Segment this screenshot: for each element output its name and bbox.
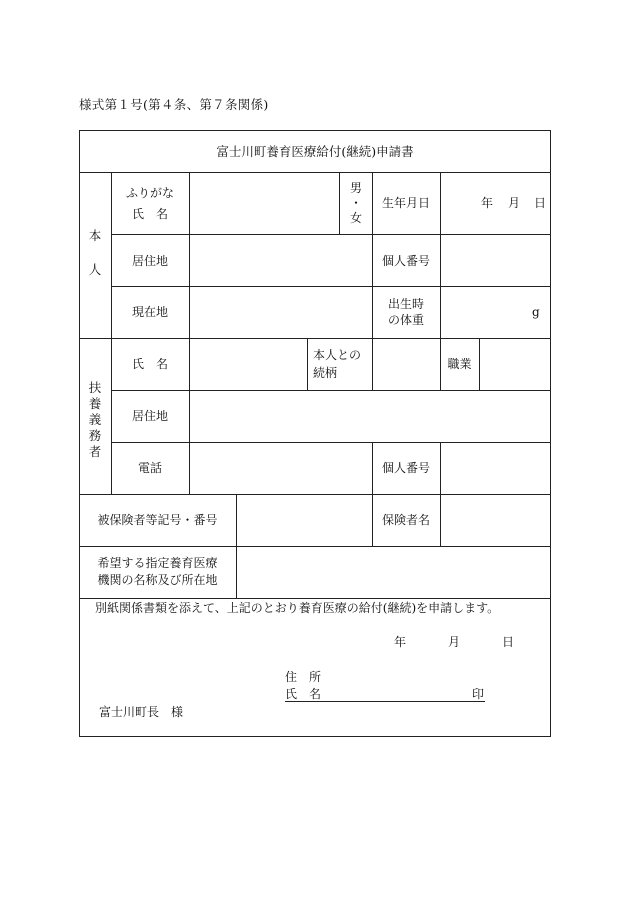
- birth-month-unit: 月: [508, 196, 521, 210]
- phone-field[interactable]: [190, 443, 372, 494]
- applicant-address-field[interactable]: [330, 668, 490, 686]
- application-day-unit: 日: [502, 635, 515, 649]
- current-address-field[interactable]: [190, 287, 372, 338]
- birth-day-unit: 日: [534, 196, 547, 210]
- birth-date-label: 生年月日: [381, 196, 430, 210]
- row-divider: [79, 598, 551, 599]
- relation-label-line2: 続柄: [313, 366, 338, 380]
- birth-weight-label-line2: の体重: [387, 313, 424, 327]
- column-divider: [307, 338, 308, 390]
- guardian-group-label: 扶 養 義 務 者: [88, 380, 102, 459]
- declaration-text: 別紙関係書類を添えて、上記のとおり養育医療の給付(継続)を申請します。: [95, 601, 500, 615]
- institution-field[interactable]: [237, 547, 551, 598]
- phone-label: 電話: [137, 461, 162, 475]
- institution-label-line2: 機関の名称及び所在地: [97, 573, 218, 587]
- applicant-name-label: 氏 名: [285, 687, 322, 701]
- patient-personal-number-label: 個人番号: [381, 254, 430, 268]
- insurer-name-label: 保険者名: [381, 513, 430, 527]
- form-title: 富士川町養育医療給付(継続)申請書: [216, 144, 414, 159]
- sex-female-option[interactable]: 女: [349, 211, 362, 225]
- application-year-unit: 年: [394, 635, 407, 649]
- institution-label-line1: 希望する指定養育医療: [97, 556, 218, 570]
- patient-residence-label: 居住地: [131, 254, 168, 268]
- guardian-residence-label: 居住地: [131, 409, 168, 423]
- guardian-name-label: 氏 名: [131, 357, 168, 371]
- guardian-name-field[interactable]: [190, 339, 307, 390]
- occupation-field[interactable]: [480, 339, 551, 390]
- relation-label-line1: 本人との: [313, 348, 362, 362]
- patient-residence-field[interactable]: [190, 235, 372, 286]
- application-month-unit: 月: [448, 635, 461, 649]
- form-number-label: 様式第１号(第４条、第７条関係): [79, 97, 269, 112]
- patient-personal-number-field[interactable]: [441, 235, 551, 286]
- addressee: 富士川町長 様: [99, 705, 184, 719]
- applicant-name-underline: [285, 701, 485, 702]
- occupation-label: 職業: [447, 357, 472, 371]
- furigana-label: ふりがな: [125, 186, 174, 200]
- sex-separator: ・: [349, 196, 362, 210]
- seal-mark: 印: [472, 687, 485, 701]
- current-address-label: 現在地: [131, 305, 168, 319]
- birth-weight-label-line1: 出生時: [387, 297, 424, 311]
- weight-unit: g: [532, 305, 540, 319]
- guardian-residence-field[interactable]: [190, 391, 551, 442]
- insured-number-label: 被保険者等記号・番号: [97, 513, 218, 527]
- patient-name-field[interactable]: [190, 173, 339, 234]
- patient-group-label: 本 人: [88, 228, 102, 277]
- applicant-address-label: 住 所: [285, 670, 322, 684]
- applicant-name-field[interactable]: [330, 685, 470, 700]
- guardian-personal-number-field[interactable]: [441, 443, 551, 494]
- insurer-name-field[interactable]: [441, 495, 551, 546]
- guardian-personal-number-label: 個人番号: [381, 461, 430, 475]
- insured-number-field[interactable]: [237, 495, 372, 546]
- birth-year-unit: 年: [481, 196, 494, 210]
- sex-male-option[interactable]: 男: [349, 181, 362, 195]
- relation-field[interactable]: [373, 339, 440, 390]
- patient-name-label: 氏 名: [131, 207, 168, 221]
